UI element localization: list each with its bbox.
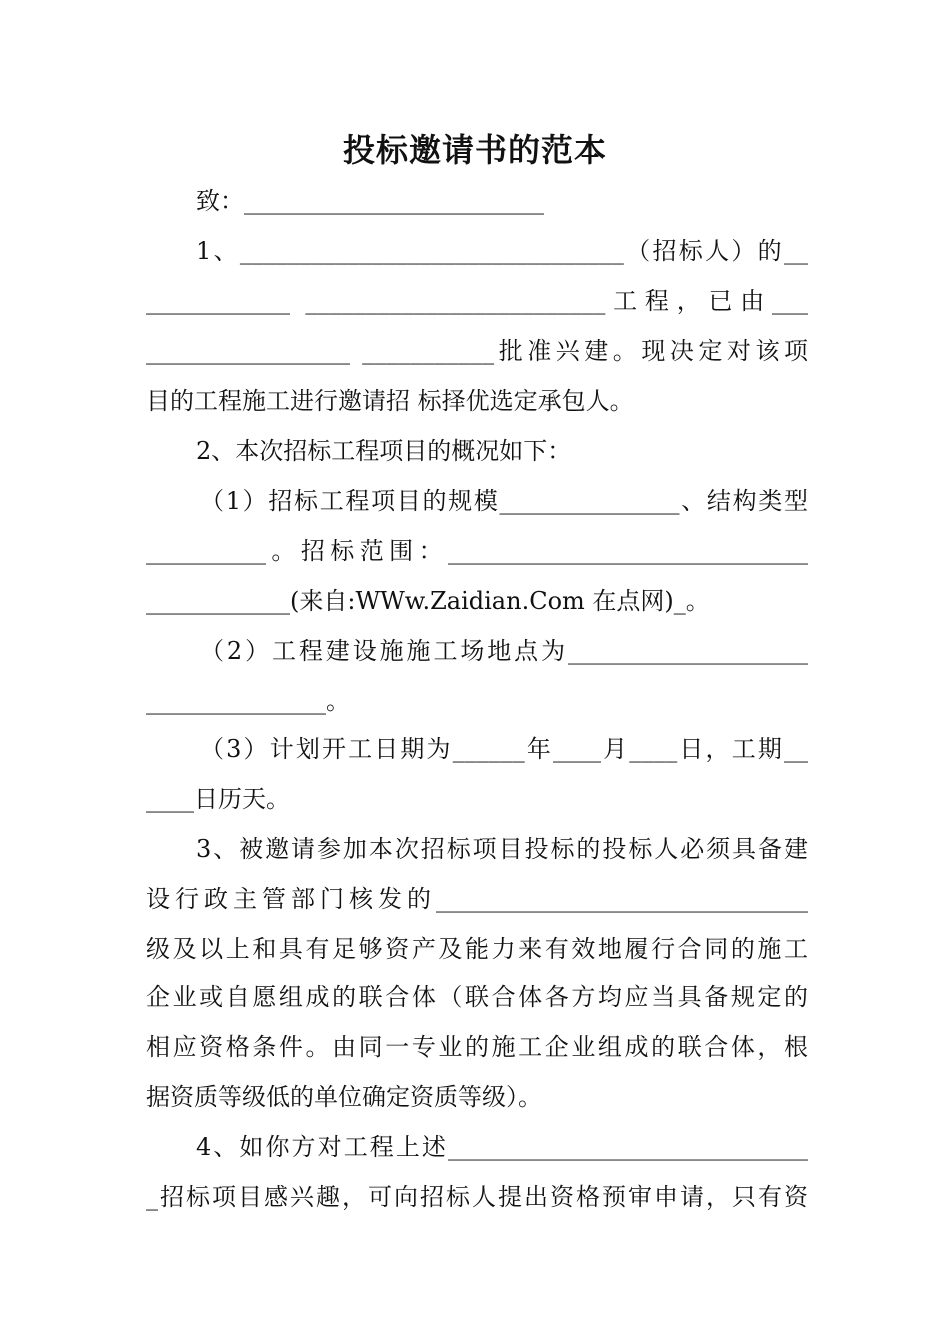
paragraph-3-line-2: 设行政主管部门核发的_______________________________ (146, 885, 808, 913)
paragraph-4-line-1: 4、如你方对工程上述______________________________ (196, 1133, 808, 1161)
paragraph-3-line-4: 企业或自愿组成的联合体（联合体各方均应当具备规定的 (146, 983, 808, 1011)
item-2-line-1: （2）工程建设施施工场地点为____________________ (200, 637, 808, 665)
addressee-line: 致：_________________________ (196, 187, 544, 215)
paragraph-4-line-2: _招标项目感兴趣，可向招标人提出资格预审申请，只有资 (146, 1183, 808, 1211)
document-title: 投标邀请书的范本 (342, 131, 607, 169)
paragraph-2-heading: 2、本次招标工程项目的概况如下： (196, 437, 572, 465)
item-1-line-1: （1）招标工程项目的规模_______________、结构类型 (200, 487, 808, 515)
paragraph-3-line-3: 级及以上和具有足够资产及能力来有效地履行合同的施工 (146, 935, 808, 963)
paragraph-1-line-2: ____________ _________________________工程，已由___ (146, 287, 808, 315)
paragraph-3-line-6: 据资质等级低的单位确定资质等级）。 (146, 1083, 542, 1111)
item-3-line-1: （3）计划开工日期为______年____月____日，工期__ (200, 735, 808, 763)
paragraph-1-line-1: 1、________________________________（招标人）的__ (196, 237, 808, 265)
paragraph-3-line-5: 相应资格条件。由同一专业的施工企业组成的联合体，根 (146, 1033, 808, 1061)
item-3-line-2: ____日历天。 (146, 785, 290, 813)
item-1-line-2: __________。招标范围：______________________________ (146, 537, 808, 565)
paragraph-1-line-4: 目的工程施工进行邀请招 标择优选定承包人。 (146, 387, 634, 415)
item-1-line-3: ____________(来自:WWw.Zaidian.Com 在点网)_。 (146, 587, 710, 615)
paragraph-1-line-3: _________________ ___________批准兴建。现决定对该项 (146, 337, 808, 365)
item-2-line-2: _______________。 (146, 687, 350, 715)
paragraph-3-line-1: 3、被邀请参加本次招标项目投标的投标人必须具备建 (196, 835, 808, 863)
